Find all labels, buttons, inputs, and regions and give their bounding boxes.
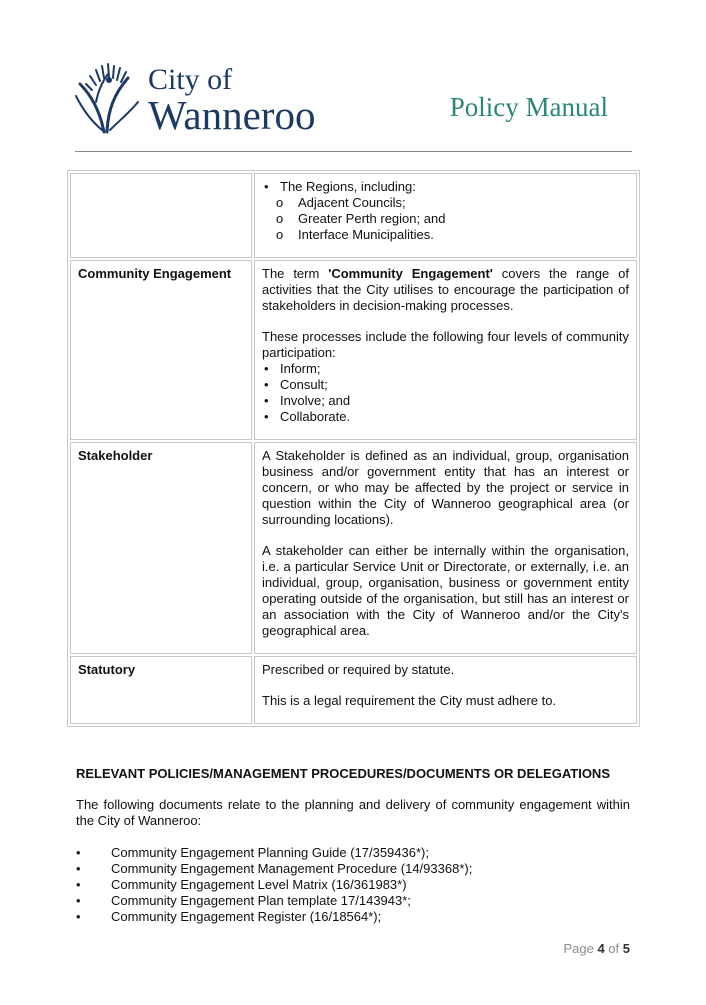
description-cell — [254, 173, 637, 258]
list-item: • Community Engagement Management Procedure (14/93368*); — [76, 861, 630, 877]
description-cell — [254, 442, 637, 654]
section-intro: The following documents relate to the planning and delivery of community engagement within the City of Wanneroo: — [76, 797, 630, 828]
term-cell: Stakeholder — [70, 442, 252, 654]
page-of-label: of — [608, 941, 620, 956]
city-logo — [74, 62, 334, 140]
list-item: • Community Engagement Register (16/18564*); — [76, 909, 630, 925]
table-row — [70, 260, 637, 440]
page-header — [0, 0, 706, 160]
term-cell: Statutory — [70, 656, 252, 724]
table-row — [70, 442, 637, 654]
definition-paragraph: This is a legal requirement the City must adhere to. — [262, 693, 557, 708]
table-row — [70, 656, 637, 724]
document-title: Policy Manual — [449, 92, 608, 122]
description-cell — [254, 656, 637, 724]
bullet-list — [262, 179, 629, 195]
list-item: • Community Engagement Plan template 17/143943*; — [76, 893, 630, 909]
list-item: • Inform; — [262, 361, 629, 377]
logo-text-wanneroo: Wanneroo — [148, 92, 316, 138]
list-item: • Community Engagement Planning Guide (17/359436*); — [76, 845, 630, 861]
list-item: o Greater Perth region; and — [262, 211, 629, 227]
list-item: • Consult; — [262, 377, 629, 393]
text-span: The term — [262, 266, 329, 281]
section-heading: RELEVANT POLICIES/MANAGEMENT PROCEDURES/DOCUMENTS OR DELEGATIONS — [76, 766, 610, 781]
page-number — [563, 941, 630, 956]
list-item: o Interface Municipalities. — [262, 227, 629, 243]
header-divider — [75, 151, 632, 152]
definition-paragraph — [262, 329, 629, 361]
list-item: • Community Engagement Level Matrix (16/361983*) — [76, 877, 630, 893]
definition-paragraph: A stakeholder can either be internally within the organisation, i.e. a particular Service Unit or Directorate, or externally, i.e. an individual, group, organisation, business or government entity operating outside of the organisation, but still has an interest or an association with the City of Wanneroo and/or the City's geographical area. — [262, 543, 629, 638]
logo-text-city-of: City of — [148, 63, 233, 96]
sub-bullet-list — [262, 195, 629, 243]
page-label: Page — [563, 941, 594, 956]
definition-paragraph: A Stakeholder is defined as an individual, group, organisation business and/or government entity that has an interest or concern, or who may be affected by the project or service in question within the City of Wanneroo geographical area (or surrounding locations). — [262, 448, 629, 527]
list-item: o Adjacent Councils; — [262, 195, 629, 211]
list-item: • Collaborate. — [262, 409, 629, 425]
term-cell: Community Engagement — [70, 260, 252, 440]
banksia-logo-icon — [74, 62, 140, 134]
definition-paragraph — [262, 266, 629, 314]
page-current: 4 — [597, 941, 605, 956]
document-list — [76, 845, 630, 925]
bullet-list — [262, 361, 629, 425]
table-row — [70, 173, 637, 258]
list-item: • Involve; and — [262, 393, 629, 409]
term-cell — [70, 173, 252, 258]
definitions-table — [67, 170, 640, 727]
list-item: • The Regions, including: — [262, 179, 629, 195]
page-total: 5 — [622, 941, 630, 956]
text-span: These processes include the following four levels of community participation: — [262, 329, 629, 360]
text-span: covers the range of activities that the City utilises to encourage the participation of stakeholders in decision-making processes. — [262, 266, 630, 313]
definition-paragraph: Prescribed or required by statute. — [262, 662, 455, 677]
bold-term: 'Community Engagement' — [328, 266, 493, 281]
description-cell — [254, 260, 637, 440]
